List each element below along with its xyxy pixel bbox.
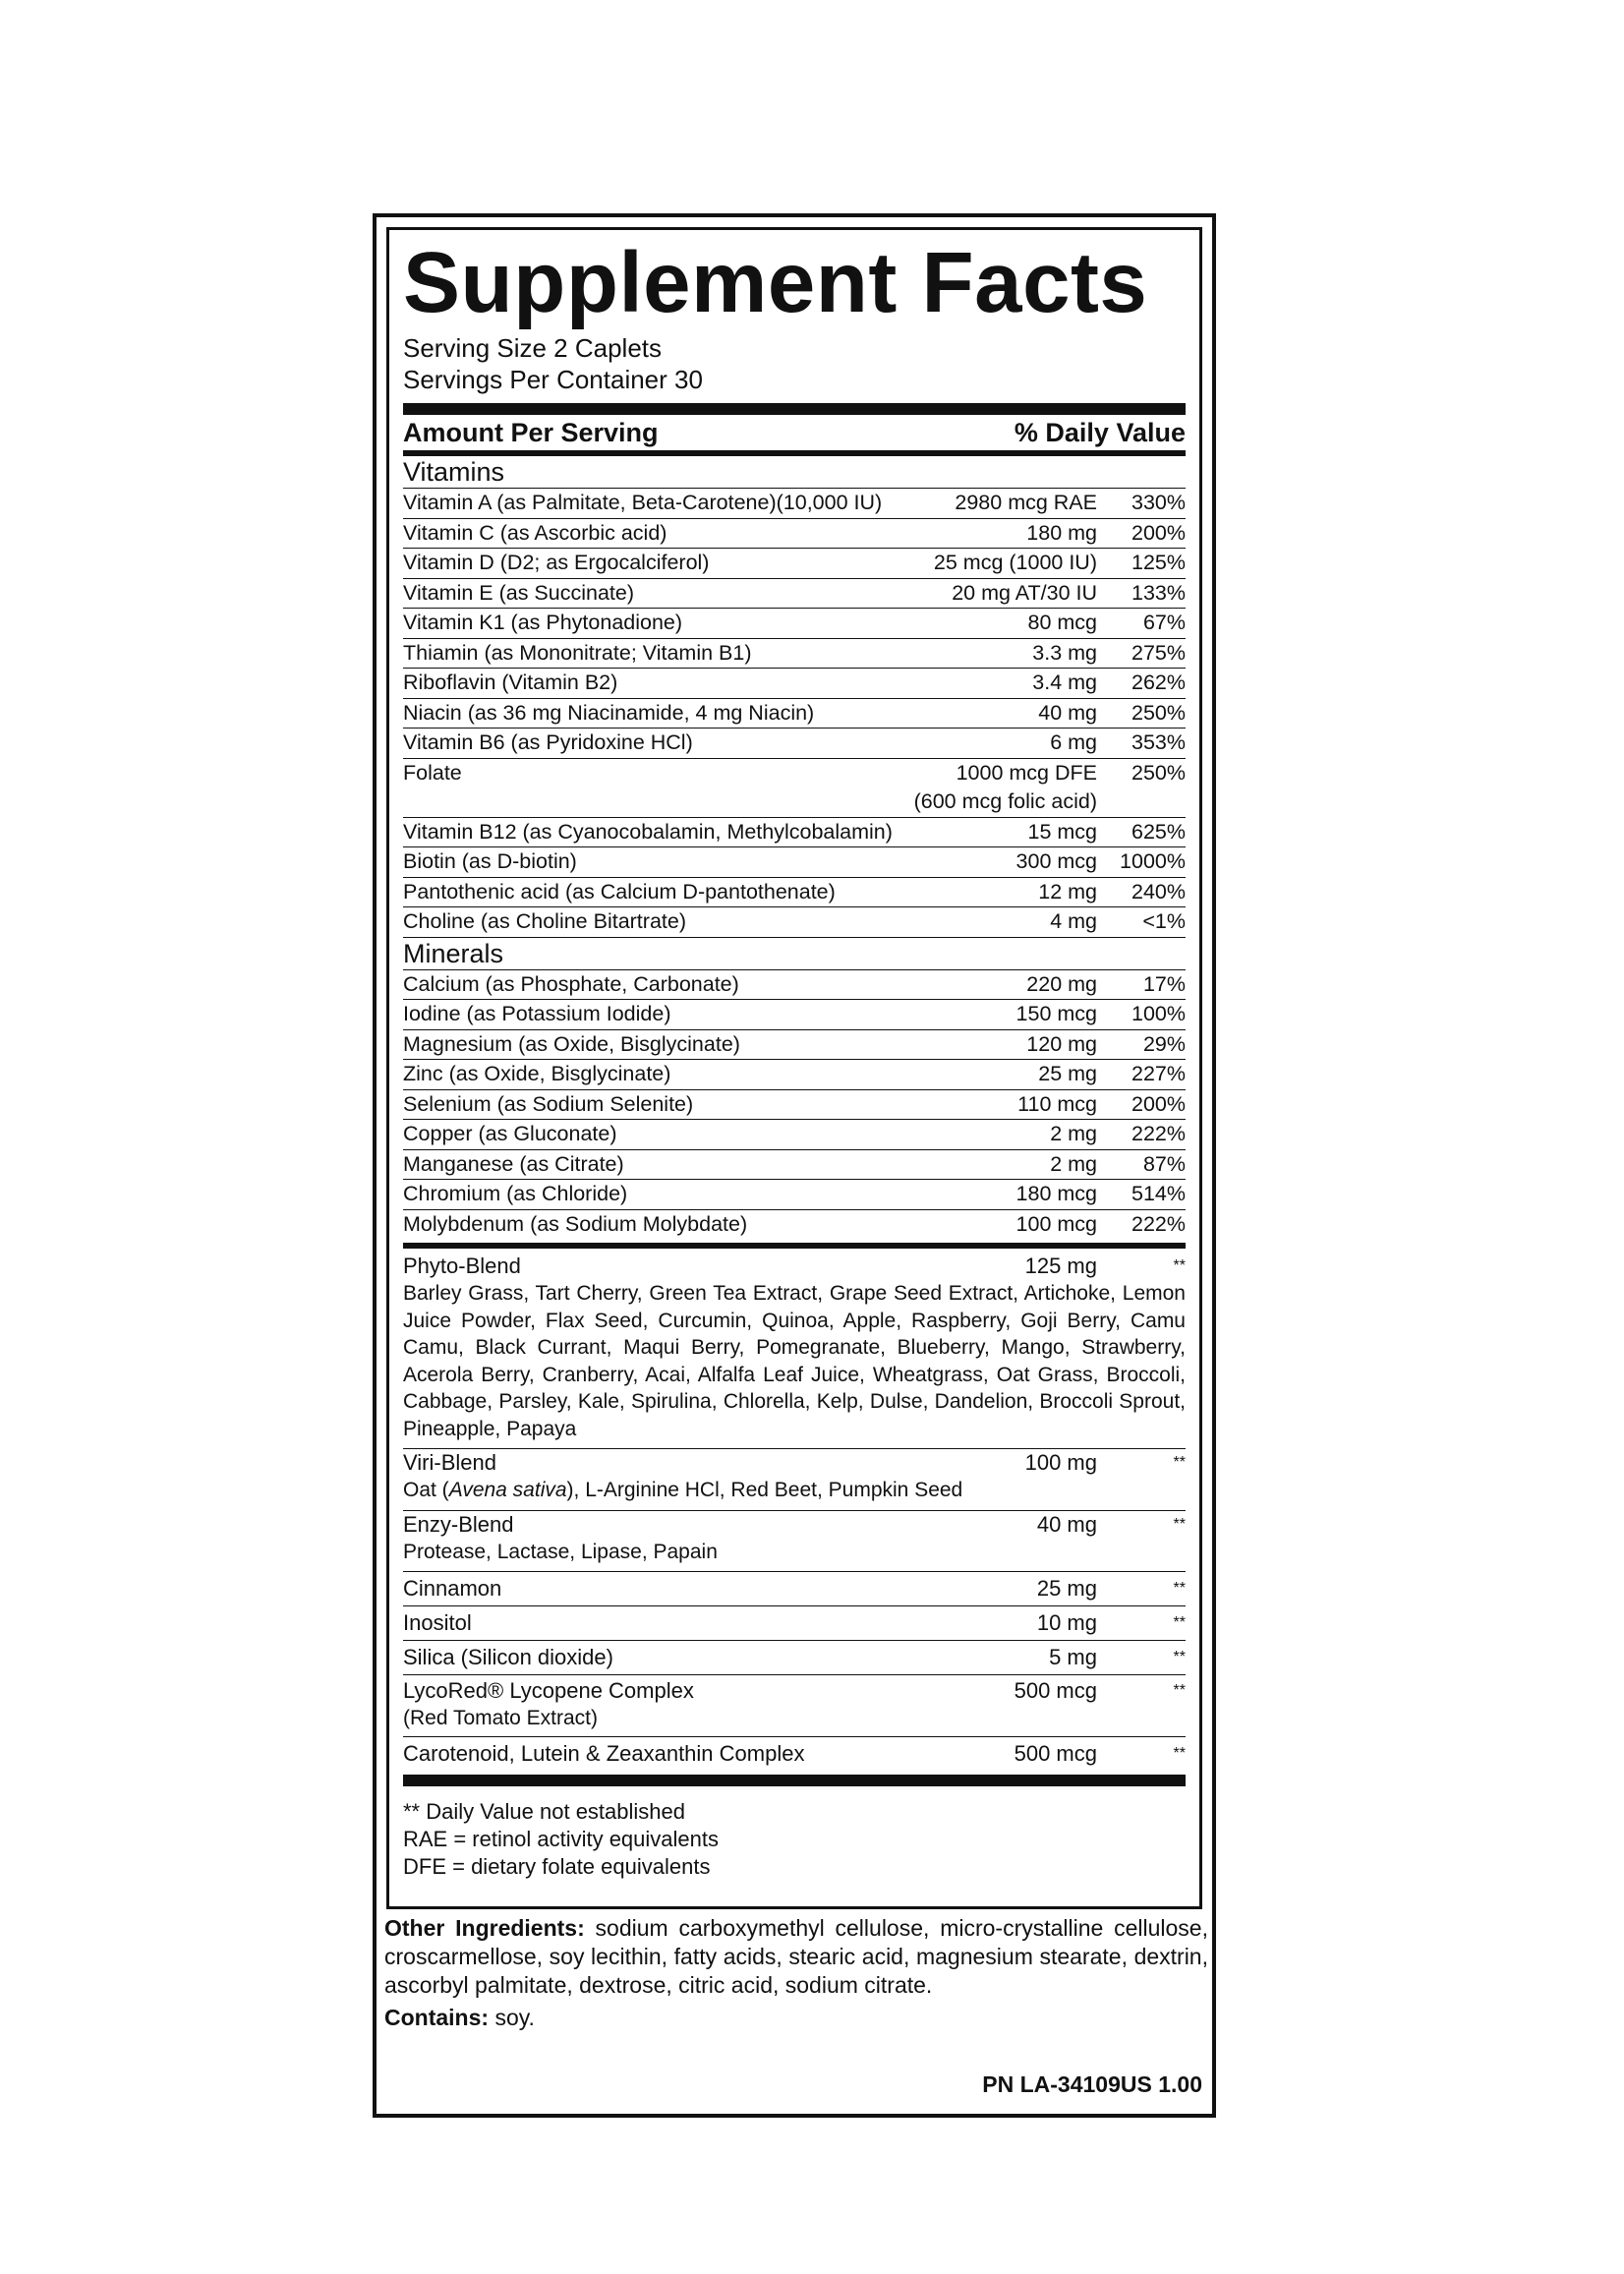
blend-name: Viri-Blend [403, 1450, 496, 1475]
nutrient-row [403, 1029, 1186, 1060]
nutrient-amount: 2 mg [1050, 1151, 1097, 1176]
footnote: ** Daily Value not established [403, 1798, 685, 1824]
nutrient-amount: 15 mcg [1027, 819, 1097, 844]
nutrient-name: Zinc (as Oxide, Bisglycinate) [403, 1062, 671, 1085]
nutrient-row [403, 578, 1186, 609]
divider-medium [403, 1243, 1186, 1249]
footnote: RAE = retinol activity equivalents [403, 1826, 719, 1851]
blend-name: Phyto-Blend [403, 1254, 521, 1278]
part-number: PN LA-34109US 1.00 [982, 2071, 1202, 2097]
facts-panel [386, 227, 1202, 1909]
blend-ingredients-part: ), L-Arginine HCl, Red Beet, Pumpkin Seed [566, 1479, 963, 1501]
nutrient-amount: 180 mg [1026, 520, 1097, 545]
other-name: LycoRed® Lycopene Complex [403, 1678, 694, 1703]
nutrient-row [403, 906, 1186, 937]
blend-ingredients: Protease, Lactase, Lipase, Papain [403, 1540, 718, 1563]
nutrient-amount: 110 mcg [1017, 1091, 1097, 1116]
other-dv: ** [1173, 1744, 1186, 1762]
nutrient-amount: 4 mg [1050, 909, 1097, 933]
nutrient-dv: 514% [1131, 1182, 1186, 1205]
nutrient-dv: 125% [1131, 551, 1186, 574]
nutrient-amount: 2 mg [1050, 1122, 1097, 1145]
nutrient-name: Selenium (as Sodium Selenite) [403, 1091, 694, 1116]
other-ingredients [384, 1914, 1208, 2032]
nutrient-row [403, 1149, 1186, 1180]
blend-ingredients-latin: Avena sativa [448, 1479, 567, 1501]
nutrient-row [403, 1119, 1186, 1149]
nutrient-row [403, 728, 1186, 758]
nutrient-dv: 1000% [1120, 849, 1186, 873]
other-row [403, 1737, 1186, 1771]
other-dv: ** [1173, 1682, 1186, 1699]
nutrient-dv: 100% [1131, 1002, 1186, 1025]
other-amount: 25 mg [1036, 1576, 1097, 1601]
blend-amount: 40 mg [1036, 1511, 1097, 1537]
nutrient-row [403, 1209, 1186, 1240]
nutrient-name: Pantothenic acid (as Calcium D-pantothenate) [403, 879, 836, 904]
nutrient-name: Thiamin (as Mononitrate; Vitamin B1) [403, 640, 752, 665]
contains-text [384, 2004, 1208, 2032]
blend-dv: ** [1173, 1454, 1186, 1471]
folate-amount-dfe: 1000 mcg DFE [956, 760, 1097, 785]
nutrient-row [403, 638, 1186, 669]
nutrient-row [403, 877, 1186, 907]
nutrient-dv: 240% [1131, 879, 1186, 904]
nutrient-row [403, 1179, 1186, 1209]
nutrient-dv: 353% [1131, 730, 1186, 754]
nutrient-name: Vitamin E (as Succinate) [403, 580, 635, 605]
nutrient-row [403, 548, 1186, 578]
other-name: Silica (Silicon dioxide) [403, 1645, 613, 1669]
nutrient-name: Magnesium (as Oxide, Bisglycinate) [403, 1031, 740, 1056]
nutrient-amount: 3.3 mg [1032, 640, 1097, 665]
folate-amount-folic: (600 mcg folic acid) [913, 789, 1097, 813]
nutrient-amount: 25 mg [1038, 1062, 1097, 1085]
nutrient-dv: 29% [1142, 1031, 1186, 1056]
contains-list: soy. [489, 2005, 535, 2030]
blend-dv: ** [1173, 1257, 1186, 1274]
blend-ingredients: Barley Grass, Tart Cherry, Green Tea Extract, Grape Seed Extract, Artichoke, Lemon Juice Powder, Flax Seed, Curcumin, Quinoa, Apple, Raspberry, Goji Berry, Camu Camu, Black Currant, Maqui Berry, Pomegranate, Blueberry, Mango, Strawberry, Acerola Berry, Cranberry, Acai, Alfalfa Leaf Juice, Wheatgrass, Oat Grass, Broccoli, Cabbage, Parsley, Kale, Spirulina, Chlorella, Kelp, Dulse, Dandelion, Broccoli Sprout, Pineapple, Papaya [403, 1282, 1186, 1440]
nutrient-name: Chromium (as Chloride) [403, 1182, 628, 1205]
other-ingredients-label: Other Ingredients: [384, 1915, 585, 1941]
nutrient-name: Vitamin B6 (as Pyridoxine HCl) [403, 730, 693, 754]
nutrient-name: Folate [403, 760, 462, 785]
divider-thin [403, 1674, 1186, 1675]
footnotes [403, 1798, 1186, 1881]
nutrient-name: Biotin (as D-biotin) [403, 849, 577, 873]
nutrient-name: Calcium (as Phosphate, Carbonate) [403, 971, 739, 996]
nutrient-row [403, 1059, 1186, 1089]
nutrient-dv: 227% [1131, 1062, 1186, 1085]
nutrient-name: Molybdenum (as Sodium Molybdate) [403, 1211, 748, 1236]
column-header [403, 415, 1186, 450]
nutrient-name: Vitamin K1 (as Phytonadione) [403, 611, 683, 634]
nutrient-row [403, 846, 1186, 877]
nutrient-name: Copper (as Gluconate) [403, 1122, 617, 1145]
nutrient-name: Choline (as Choline Bitartrate) [403, 909, 686, 933]
nutrient-amount: 6 mg [1050, 730, 1097, 754]
nutrient-amount: 3.4 mg [1032, 671, 1097, 694]
nutrient-row [403, 518, 1186, 549]
nutrient-amount: 180 mcg [1015, 1182, 1097, 1205]
label-title: Supplement Facts [403, 235, 1148, 330]
other-row [403, 1572, 1186, 1605]
nutrient-row [403, 488, 1186, 518]
nutrient-row [403, 1089, 1186, 1120]
nutrient-amount: 40 mg [1038, 700, 1097, 725]
nutrient-row [403, 999, 1186, 1029]
blend-row [403, 1253, 1186, 1280]
daily-value-header: % Daily Value [1014, 418, 1186, 447]
nutrient-dv: 133% [1131, 580, 1186, 605]
divider-thick [403, 1775, 1186, 1786]
nutrient-row [403, 668, 1186, 698]
nutrient-amount: 100 mcg [1015, 1211, 1097, 1236]
blend-name: Enzy-Blend [403, 1511, 514, 1537]
blend-row [403, 1449, 1186, 1477]
nutrient-amount: 25 mcg (1000 IU) [933, 551, 1097, 574]
blend-ingredients-part: Oat ( [403, 1479, 449, 1501]
nutrient-dv: 200% [1131, 520, 1186, 545]
blend-amount: 100 mg [1024, 1450, 1097, 1475]
nutrient-amount: 12 mg [1038, 879, 1097, 904]
nutrient-row [403, 608, 1186, 638]
blend-amount: 125 mg [1024, 1254, 1097, 1278]
nutrient-amount: 150 mcg [1015, 1002, 1097, 1025]
other-amount: 10 mg [1036, 1610, 1097, 1635]
other-dv: ** [1173, 1580, 1186, 1597]
lycored-row [403, 1677, 1186, 1732]
blend-viri [403, 1449, 1186, 1504]
minerals-list [403, 969, 1186, 1240]
nutrient-amount: 300 mcg [1015, 849, 1097, 873]
nutrient-name: Vitamin D (D2; as Ergocalciferol) [403, 551, 710, 574]
nutrient-name: Vitamin A (as Palmitate, Beta-Carotene)(10,000 IU) [403, 491, 883, 514]
nutrient-dv: 262% [1131, 671, 1186, 694]
nutrient-row-folate [403, 758, 1186, 817]
divider-thick [403, 403, 1186, 415]
contains-label: Contains: [384, 2005, 490, 2030]
nutrient-name: Vitamin C (as Ascorbic acid) [403, 520, 667, 545]
other-ingredients-text [384, 1914, 1208, 2000]
blend-phyto [403, 1253, 1186, 1442]
other-amount: 500 mcg [1014, 1740, 1097, 1766]
other-row [403, 1606, 1186, 1640]
other-row [403, 1641, 1186, 1674]
other-dv: ** [1173, 1614, 1186, 1631]
nutrient-dv: 250% [1131, 760, 1186, 785]
nutrient-amount: 20 mg AT/30 IU [952, 580, 1097, 605]
nutrient-name: Riboflavin (Vitamin B2) [403, 671, 618, 694]
nutrient-dv: 67% [1142, 611, 1186, 634]
nutrient-name: Vitamin B12 (as Cyanocobalamin, Methylcobalamin) [403, 819, 893, 844]
other-name: Carotenoid, Lutein & Zeaxanthin Complex [403, 1740, 805, 1766]
other-amount: 5 mg [1049, 1645, 1097, 1669]
nutrient-dv: 275% [1131, 640, 1186, 665]
blend-dv: ** [1173, 1515, 1186, 1533]
nutrient-name: Iodine (as Potassium Iodide) [403, 1002, 671, 1025]
amount-per-serving-header: Amount Per Serving [403, 418, 659, 447]
other-dv: ** [1173, 1649, 1186, 1665]
other-row [403, 1677, 1186, 1705]
nutrient-row [403, 969, 1186, 1000]
section-vitamins: Vitamins [403, 457, 505, 487]
nutrient-dv: <1% [1142, 909, 1186, 933]
footnote: DFE = dietary folate equivalents [403, 1853, 711, 1879]
other-ingredients-list: sodium carboxymethyl cellulose, micro-crystalline cellulose, croscarmellose, soy lecithin, fatty acids, stearic acid, magnesium stearate, dextrin, ascorbyl palmitate, dextrose, citric acid, sodium citrate. [384, 1915, 1208, 1998]
other-subname: (Red Tomato Extract) [403, 1707, 599, 1729]
nutrient-dv: 330% [1131, 491, 1186, 514]
nutrient-dv: 222% [1131, 1122, 1186, 1145]
serving-size: Serving Size 2 Caplets [403, 333, 663, 363]
nutrient-dv: 222% [1131, 1211, 1186, 1236]
nutrient-amount: 120 mg [1026, 1031, 1097, 1056]
nutrient-amount: 2980 mcg RAE [955, 491, 1097, 514]
nutrient-dv: 87% [1142, 1151, 1186, 1176]
vitamins-list [403, 488, 1186, 937]
nutrient-amount: 80 mcg [1027, 611, 1097, 634]
other-name: Cinnamon [403, 1576, 502, 1601]
nutrient-dv: 17% [1142, 971, 1186, 996]
nutrient-amount [841, 759, 1097, 817]
supplement-facts-label [373, 213, 1216, 2118]
section-minerals: Minerals [403, 937, 1186, 969]
other-name: Inositol [403, 1610, 472, 1635]
blend-enzy [403, 1511, 1186, 1566]
nutrient-name: Niacin (as 36 mg Niacinamide, 4 mg Niacin) [403, 700, 815, 725]
nutrient-dv: 625% [1131, 819, 1186, 844]
nutrient-row [403, 817, 1186, 847]
nutrient-row [403, 698, 1186, 729]
nutrient-dv: 200% [1131, 1091, 1186, 1116]
blend-ingredients [403, 1477, 1186, 1504]
other-amount: 500 mcg [1014, 1678, 1097, 1703]
nutrient-name: Manganese (as Citrate) [403, 1151, 624, 1176]
blend-row [403, 1511, 1186, 1539]
nutrient-amount: 220 mg [1026, 971, 1097, 996]
servings-per-container: Servings Per Container 30 [403, 365, 703, 394]
nutrient-dv: 250% [1131, 700, 1186, 725]
